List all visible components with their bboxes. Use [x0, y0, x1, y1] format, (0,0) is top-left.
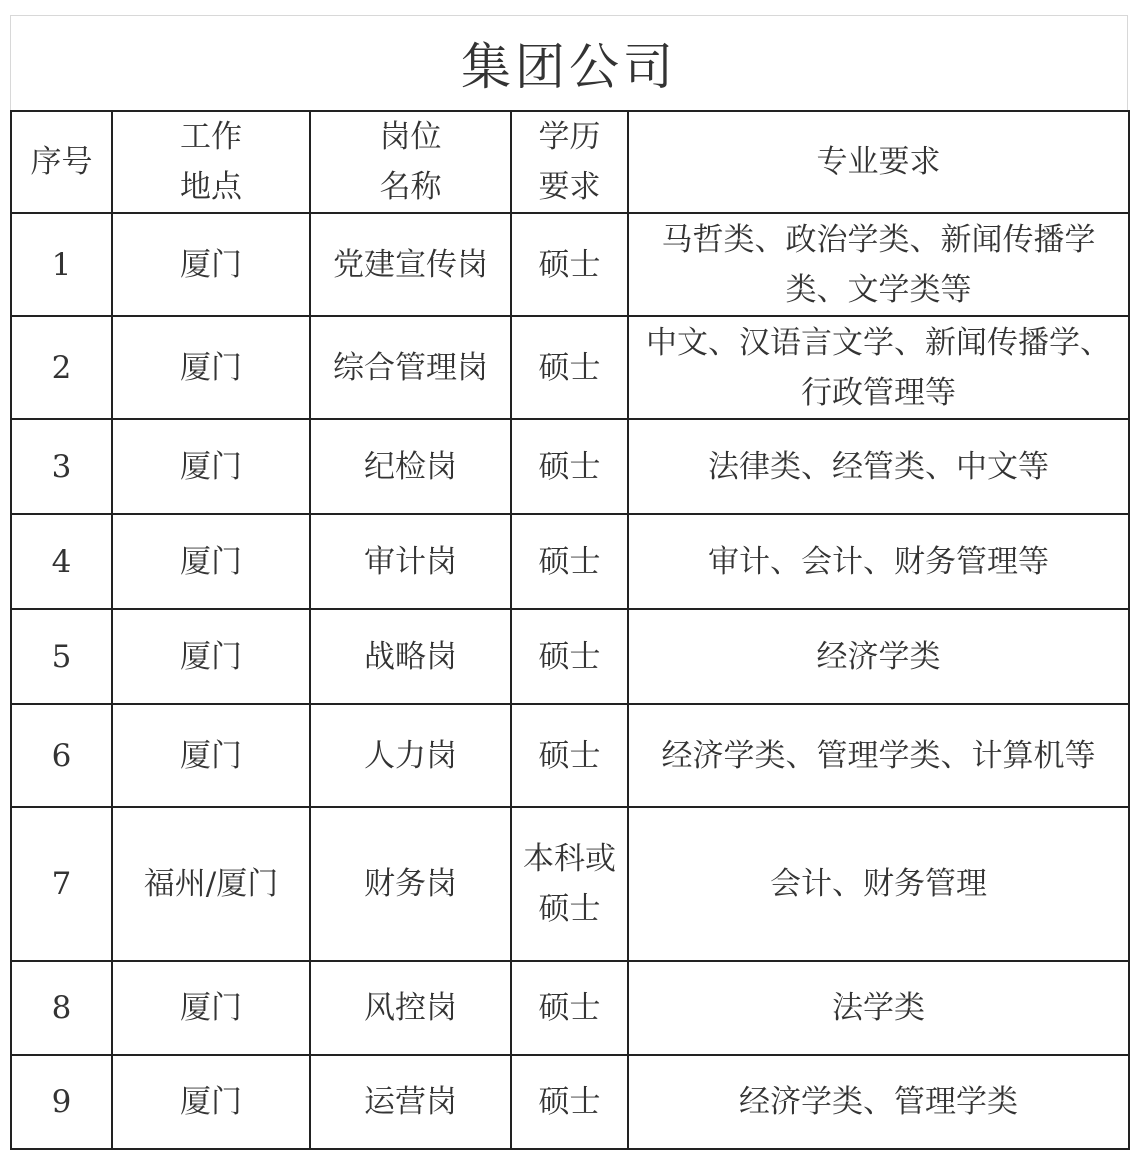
- table-row: [11, 609, 1129, 704]
- cell-position: 财务岗: [310, 807, 511, 961]
- cell-major: 经济学类: [628, 609, 1129, 704]
- cell-position: 党建宣传岗: [310, 213, 511, 316]
- table-header-row: [11, 111, 1129, 213]
- cell-education: 硕士: [511, 213, 628, 316]
- header-location: 工作 地点: [112, 111, 310, 213]
- cell-location: 厦门: [112, 419, 310, 514]
- header-major: 专业要求: [628, 111, 1129, 213]
- cell-position: 运营岗: [310, 1055, 511, 1149]
- cell-position: 风控岗: [310, 961, 511, 1055]
- cell-position: 战略岗: [310, 609, 511, 704]
- table-row: [11, 419, 1129, 514]
- cell-location: 厦门: [112, 704, 310, 807]
- cell-location: 厦门: [112, 1055, 310, 1149]
- table-row: [11, 316, 1129, 419]
- cell-education: 硕士: [511, 609, 628, 704]
- header-education: 学历 要求: [511, 111, 628, 213]
- table-row: [11, 1055, 1129, 1149]
- cell-education: 硕士: [511, 961, 628, 1055]
- cell-major: 法律类、经管类、中文等: [628, 419, 1129, 514]
- cell-education: 硕士: [511, 419, 628, 514]
- cell-position: 审计岗: [310, 514, 511, 609]
- cell-major: 审计、会计、财务管理等: [628, 514, 1129, 609]
- job-table: [10, 110, 1130, 1150]
- header-index: 序号: [11, 111, 112, 213]
- table-row: [11, 961, 1129, 1055]
- cell-location: 厦门: [112, 213, 310, 316]
- cell-location: 厦门: [112, 514, 310, 609]
- cell-index: 8: [11, 961, 112, 1055]
- cell-index: 9: [11, 1055, 112, 1149]
- cell-major: 中文、汉语言文学、新闻传播学、行政管理等: [628, 316, 1129, 419]
- table-title-box: [10, 15, 1128, 111]
- cell-major: 经济学类、管理学类: [628, 1055, 1129, 1149]
- cell-index: 3: [11, 419, 112, 514]
- cell-position: 人力岗: [310, 704, 511, 807]
- cell-location: 厦门: [112, 316, 310, 419]
- cell-major: 法学类: [628, 961, 1129, 1055]
- cell-index: 1: [11, 213, 112, 316]
- cell-index: 6: [11, 704, 112, 807]
- cell-education: 硕士: [511, 704, 628, 807]
- cell-index: 7: [11, 807, 112, 961]
- cell-education: 硕士: [511, 514, 628, 609]
- cell-major: 经济学类、管理学类、计算机等: [628, 704, 1129, 807]
- cell-index: 5: [11, 609, 112, 704]
- table-title: 集团公司: [461, 38, 677, 96]
- cell-education: 硕士: [511, 316, 628, 419]
- table-row: [11, 807, 1129, 961]
- table-row: [11, 704, 1129, 807]
- cell-location: 厦门: [112, 609, 310, 704]
- cell-index: 4: [11, 514, 112, 609]
- table-row: [11, 213, 1129, 316]
- cell-education: 硕士: [511, 1055, 628, 1149]
- header-position: 岗位 名称: [310, 111, 511, 213]
- cell-location: 厦门: [112, 961, 310, 1055]
- cell-position: 纪检岗: [310, 419, 511, 514]
- cell-location: 福州/厦门: [112, 807, 310, 961]
- cell-index: 2: [11, 316, 112, 419]
- cell-major: 马哲类、政治学类、新闻传播学类、文学类等: [628, 213, 1129, 316]
- table-row: [11, 514, 1129, 609]
- cell-major: 会计、财务管理: [628, 807, 1129, 961]
- cell-position: 综合管理岗: [310, 316, 511, 419]
- cell-education: 本科或硕士: [511, 807, 628, 961]
